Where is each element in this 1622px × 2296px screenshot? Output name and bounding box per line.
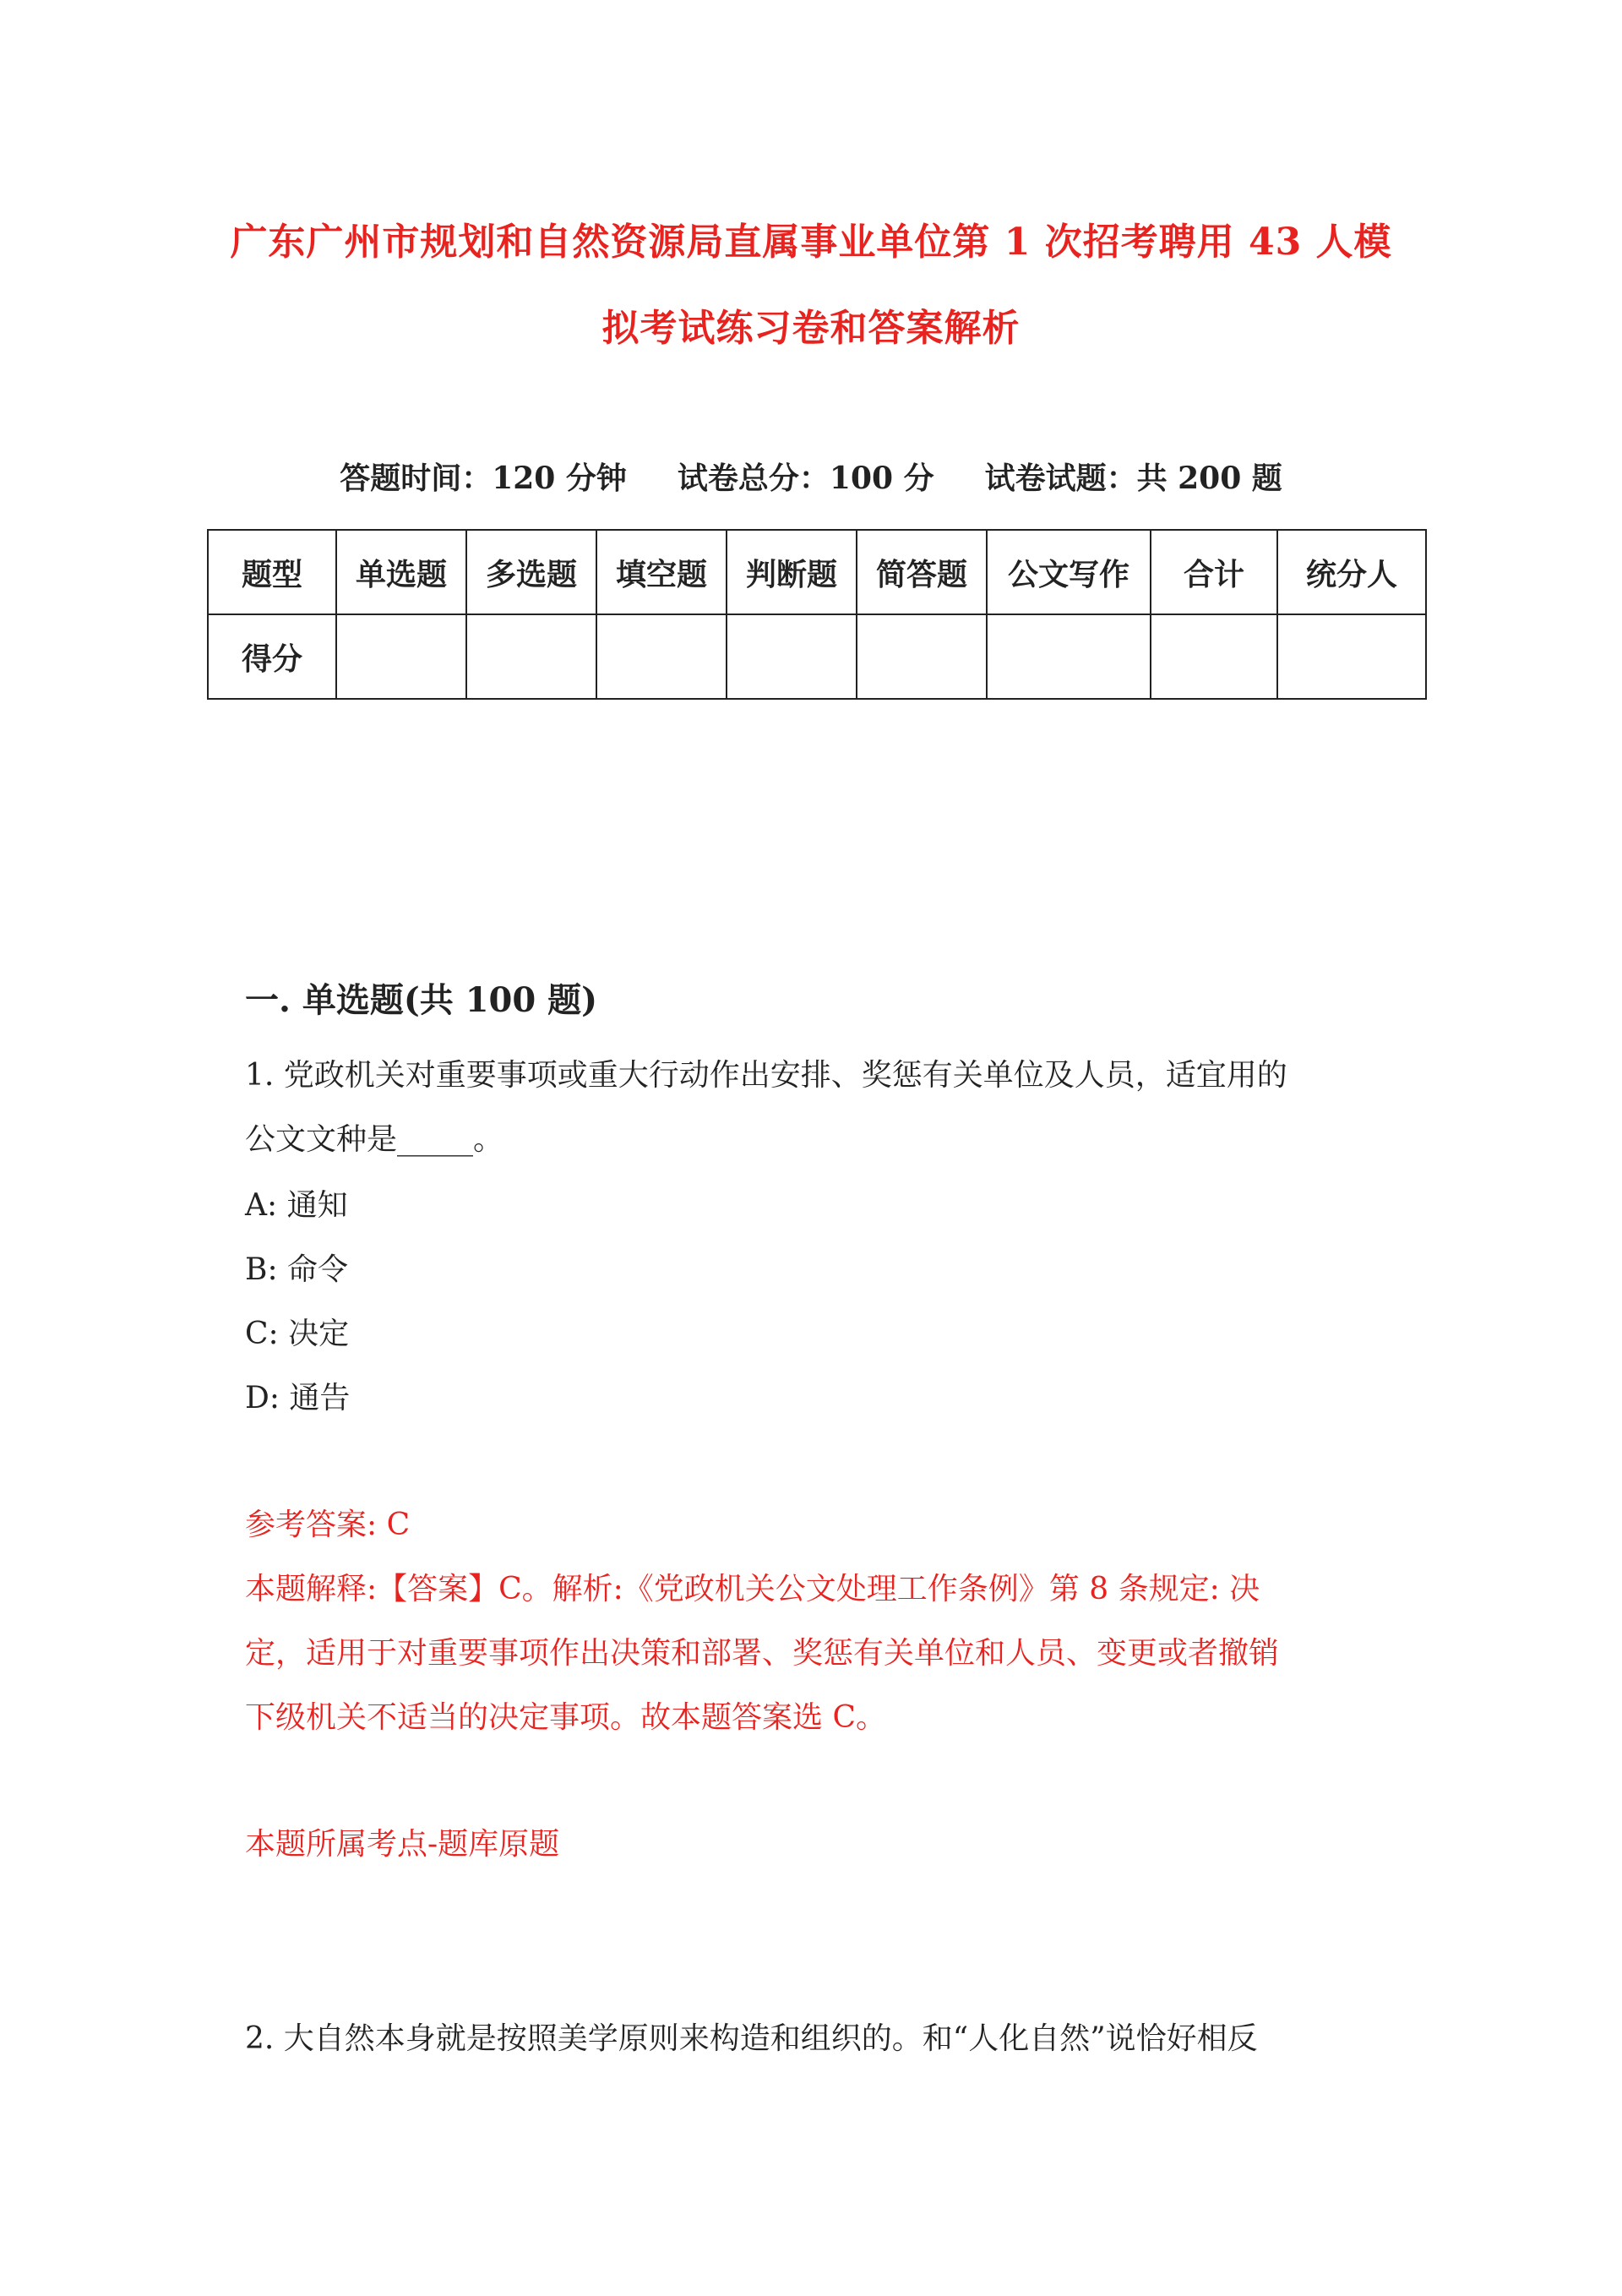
score-cell — [987, 614, 1151, 699]
exam-total-score: 试卷总分：100 分 — [677, 461, 934, 496]
question-1-answer: 参考答案: C — [245, 1508, 411, 1542]
question-1-explanation-line-1: 本题解释:【答案】C。解析:《党政机关公文处理工作条例》第 8 条规定: 决 — [245, 1572, 1260, 1606]
score-table-header-cell: 简答题 — [857, 530, 987, 614]
question-1-stem-line-1: 1. 党政机关对重要事项或重大行动作出安排、奖惩有关单位及人员，适宜用的 — [245, 1058, 1287, 1093]
question-1-option-c: C: 决定 — [245, 1317, 350, 1351]
exam-question-count: 试卷试题：共 200 题 — [984, 461, 1282, 496]
document-title-line-1: 广东广州市规划和自然资源局直属事业单位第 1 次招考聘用 43 人模 — [230, 221, 1392, 264]
score-table-header-cell: 公文写作 — [987, 530, 1151, 614]
score-table-header-cell: 填空题 — [596, 530, 727, 614]
score-row-label: 得分 — [208, 614, 336, 699]
score-cell — [1277, 614, 1426, 699]
question-1-option-d: D: 通告 — [245, 1381, 351, 1415]
score-table-header-cell: 多选题 — [466, 530, 596, 614]
score-table — [207, 529, 1427, 700]
question-1-stem-line-2: 公文文种是_____。 — [245, 1122, 504, 1157]
question-1-option-a: A: 通知 — [245, 1188, 348, 1223]
score-cell — [1151, 614, 1277, 699]
section-title: 一. 单选题(共 100 题) — [245, 980, 598, 1020]
score-cell — [857, 614, 987, 699]
score-table-header-row — [208, 530, 1426, 614]
question-2-stem-line-1: 2. 大自然本身就是按照美学原则来构造和组织的。和“人化自然”说恰好相反 — [245, 2021, 1258, 2056]
exam-info — [203, 455, 1419, 498]
document-title-line-2: 拟考试练习卷和答案解析 — [601, 307, 1021, 350]
score-table-header-cell: 题型 — [208, 530, 336, 614]
score-cell — [727, 614, 857, 699]
score-cell — [466, 614, 596, 699]
score-table-header-cell: 单选题 — [336, 530, 466, 614]
score-table-header-cell: 统分人 — [1277, 530, 1426, 614]
score-cell — [596, 614, 727, 699]
exam-time: 答题时间：120 分钟 — [340, 461, 627, 496]
score-table-header-cell: 判断题 — [727, 530, 857, 614]
score-cell — [336, 614, 466, 699]
score-table-header-cell: 合计 — [1151, 530, 1277, 614]
question-1-explanation-line-2: 定，适用于对重要事项作出决策和部署、奖惩有关单位和人员、变更或者撤销 — [245, 1636, 1280, 1671]
question-1-option-b: B: 命令 — [245, 1252, 349, 1287]
score-table-score-row — [208, 614, 1426, 699]
question-1-source: 本题所属考点-题库原题 — [245, 1827, 560, 1862]
question-1-explanation-line-3: 下级机关不适当的决定事项。故本题答案选 C。 — [245, 1700, 886, 1735]
